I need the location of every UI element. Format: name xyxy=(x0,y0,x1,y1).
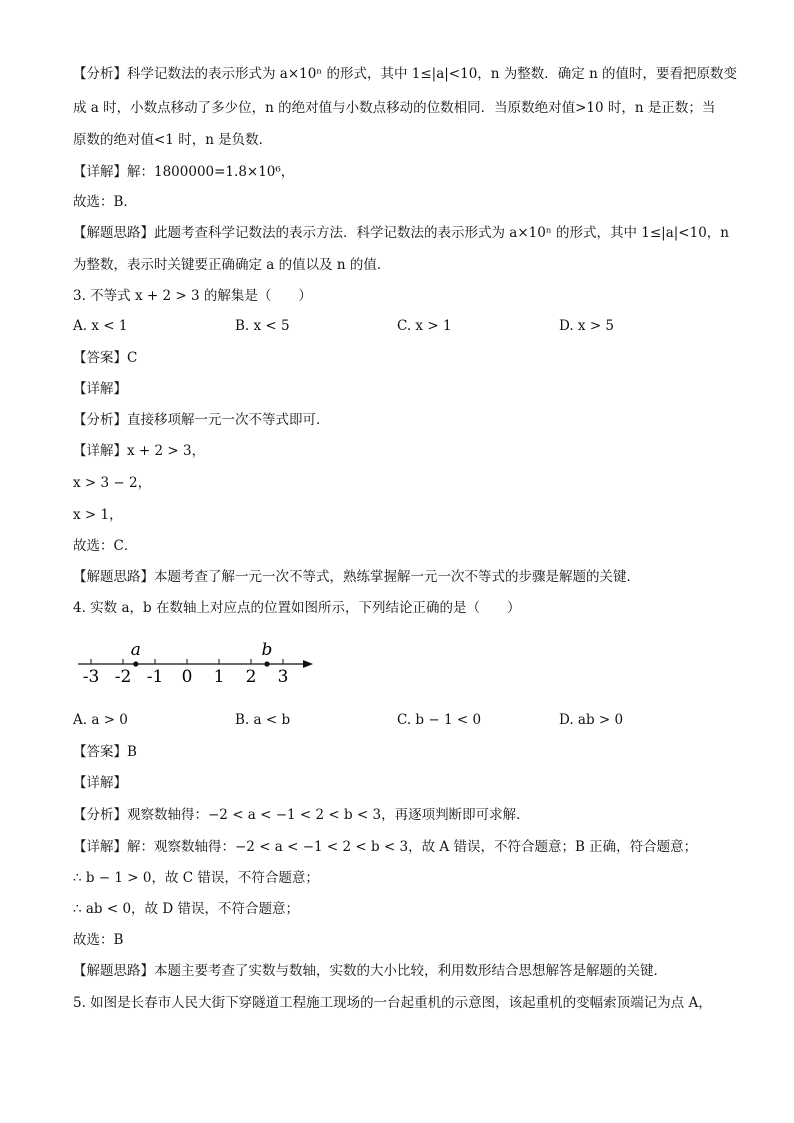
q3-option-a: A. x < 1 xyxy=(73,318,128,334)
tick-label: 1 xyxy=(213,667,225,687)
q4-detail-head: 【详解】 xyxy=(73,775,127,791)
tick-label: -2 xyxy=(114,667,132,687)
question-3-options xyxy=(73,318,733,338)
analysis-line-3: 原数的绝对值<1 时，n 是负数． xyxy=(73,132,273,148)
tick-label: -1 xyxy=(146,667,164,687)
q3-detail-3: x > 1， xyxy=(73,507,123,523)
idea-line-1: 【解题思路】此题考查科学记数法的表示方法．科学记数法的表示形式为 a×10ⁿ 的形式，其中 1≤|a|<10，n xyxy=(73,225,729,241)
q4-option-b: B. a < b xyxy=(235,712,291,728)
q4-choose: 故选：B xyxy=(73,932,124,948)
point-b-dot xyxy=(264,661,269,666)
q3-choose: 故选：C． xyxy=(73,538,138,554)
tick-label: -3 xyxy=(82,667,100,687)
q3-detail-1: 【详解】x + 2 > 3， xyxy=(73,443,206,459)
q4-analysis: 【分析】观察数轴得：−2 < a < −1 < 2 < b < 3，再逐项判断即可求解． xyxy=(73,807,530,823)
q3-option-b: B. x < 5 xyxy=(235,318,290,334)
q3-answer: 【答案】C xyxy=(73,350,138,366)
question-4-options xyxy=(73,712,733,732)
q3-detail-head: 【详解】 xyxy=(73,381,127,397)
question-5: 5. 如图是长春市人民大街下穿隧道工程施工现场的一台起重机的示意图，该起重机的变幅索顶端记为点 A， xyxy=(73,995,712,1011)
question-4: 4. 实数 a，b 在数轴上对应点的位置如图所示，下列结论正确的是（ ） xyxy=(73,600,521,616)
q4-detail-3: ∴ ab < 0，故 D 错误，不符合题意； xyxy=(73,901,299,917)
q4-detail-2: ∴ b − 1 > 0，故 C 错误，不符合题意； xyxy=(73,870,319,886)
detail-line: 【详解】解：1800000=1.8×10⁶， xyxy=(73,164,295,180)
q3-option-c: C. x > 1 xyxy=(397,318,452,334)
tick-label: 0 xyxy=(181,667,193,687)
point-a-label: a xyxy=(130,640,141,660)
question-3: 3. 不等式 x + 2 > 3 的解集是（ ） xyxy=(73,288,312,304)
q4-option-d: D. ab > 0 xyxy=(559,712,624,728)
q4-idea: 【解题思路】本题主要考查了实数与数轴，实数的大小比较，利用数形结合思想解答是解题的关键． xyxy=(73,963,667,979)
q4-detail-1: 【详解】解：观察数轴得：−2 < a < −1 < 2 < b < 3，故 A 错误，不符合题意；B 正确，符合题意； xyxy=(73,839,698,855)
point-b-label: b xyxy=(261,640,273,660)
choose-line: 故选：B． xyxy=(73,194,137,210)
q3-option-d: D. x > 5 xyxy=(559,318,615,334)
number-line-figure xyxy=(73,634,323,694)
q4-option-a: A. a > 0 xyxy=(73,712,128,728)
tick-label: 3 xyxy=(277,667,289,687)
tick-label: 2 xyxy=(245,667,257,687)
analysis-line-2: 成 a 时，小数点移动了多少位，n 的绝对值与小数点移动的位数相同．当原数绝对值>10 时，n 是正数；当 xyxy=(73,100,716,116)
idea-line-2: 为整数，表示时关键要正确确定 a 的值以及 n 的值． xyxy=(73,257,391,273)
q3-detail-2: x > 3 − 2， xyxy=(73,475,152,491)
analysis-line-1: 【分析】科学记数法的表示形式为 a×10ⁿ 的形式，其中 1≤|a|<10，n 为整数．确定 n 的值时，要看把原数变 xyxy=(73,66,738,82)
q3-idea: 【解题思路】本题考查了解一元一次不等式，熟练掌握解一元一次不等式的步骤是解题的关键． xyxy=(73,569,640,585)
number-line-arrow xyxy=(303,660,313,668)
point-a-dot xyxy=(133,661,138,666)
q4-option-c: C. b − 1 < 0 xyxy=(397,712,482,728)
q4-answer: 【答案】B xyxy=(73,744,137,760)
q3-analysis: 【分析】直接移项解一元一次不等式即可． xyxy=(73,412,330,428)
